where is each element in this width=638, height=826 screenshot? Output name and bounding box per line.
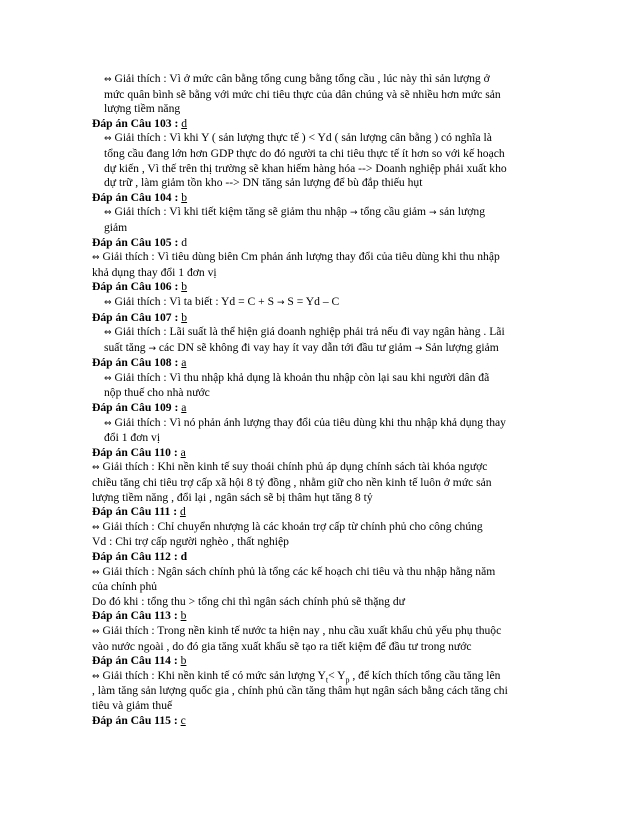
explanation-line bbox=[92, 250, 552, 266]
answer-heading bbox=[92, 191, 552, 206]
explanation-text: tổng cầu giảm bbox=[357, 205, 429, 219]
answer-separator: : bbox=[171, 116, 182, 130]
explanation-text: tiêu và giảm thuế bbox=[92, 698, 173, 712]
explanation-text: Giải thích : Vì tiêu dùng biên Cm phản ánh lượng thay đổi của tiêu dùng khi thu nhập bbox=[102, 250, 500, 264]
explanation-line bbox=[92, 520, 552, 536]
explanation-line bbox=[92, 699, 552, 714]
explanation-line bbox=[92, 416, 552, 432]
explanation-line bbox=[92, 205, 552, 221]
explanation-text: chiều tăng chi tiêu trợ cấp xã hội 8 tỷ đồng , nhằm giữ cho nền kinh tế luôn ở mức sản bbox=[92, 476, 492, 490]
answer-value: a bbox=[181, 356, 187, 370]
explanation-line bbox=[92, 88, 552, 103]
explanation-line bbox=[92, 491, 552, 506]
answer-heading bbox=[92, 714, 552, 729]
equivalence-arrow-icon: ⇔ bbox=[104, 297, 112, 308]
answer-label: Đáp án Câu 115 bbox=[92, 713, 171, 727]
equivalence-arrow-icon: ⇔ bbox=[92, 626, 100, 637]
explanation-text: khả dụng thay đổi 1 đơn vị bbox=[92, 265, 217, 279]
explanation-text: Giải thích : Ngân sách chính phủ là tổng các kế hoạch chi tiêu và thu nhập hằng năm bbox=[102, 564, 496, 578]
explanation-line bbox=[92, 295, 552, 311]
explanation-text: đổi 1 đơn vị bbox=[104, 431, 161, 445]
answer-separator: : bbox=[170, 713, 181, 727]
answer-value: a bbox=[181, 401, 187, 415]
explanation-text: Giải thích : Vì khi Y ( sản lượng thực tế ) < Yd ( sản lượng cân bằng ) có nghĩa là bbox=[114, 131, 492, 145]
answer-heading bbox=[92, 311, 552, 326]
explanation-line bbox=[92, 640, 552, 655]
answer-label: Đáp án Câu 103 bbox=[92, 116, 172, 130]
equivalence-arrow-icon: ⇔ bbox=[104, 418, 112, 429]
explanation-text: Sản lượng giảm bbox=[422, 340, 499, 354]
explanation-text: < Y bbox=[328, 668, 346, 682]
answer-separator: : bbox=[170, 445, 181, 459]
equivalence-arrow-icon: ⇔ bbox=[104, 75, 112, 85]
equivalence-arrow-icon: ⇔ bbox=[92, 567, 100, 578]
explanation-text: Giải thích : Chỉ chuyển nhượng là các khoản trợ cấp từ chính phủ cho công chúng bbox=[102, 519, 483, 533]
answer-heading bbox=[92, 117, 552, 132]
explanation-text: giảm bbox=[104, 220, 128, 234]
explanation-text: suất tăng bbox=[104, 340, 149, 354]
answer-label: Đáp án Câu 109 bbox=[92, 401, 172, 415]
right-arrow-icon: → bbox=[428, 208, 437, 219]
answer-heading bbox=[92, 356, 552, 371]
explanation-line bbox=[92, 595, 552, 610]
answer-label: Đáp án Câu 104 bbox=[92, 190, 172, 204]
explanation-text: lượng tiềm năng , đổi lại , ngân sách sẽ bị thâm hụt tăng 8 tỷ bbox=[92, 490, 373, 504]
explanation-text: dự trữ , làm giảm tồn kho --> DN tăng sản lượng để bù đắp thiếu hụt bbox=[104, 176, 423, 190]
equivalence-arrow-icon: ⇔ bbox=[92, 463, 100, 474]
equivalence-arrow-icon: ⇔ bbox=[92, 671, 100, 682]
answer-value: b bbox=[181, 310, 188, 324]
answer-separator: : bbox=[171, 310, 182, 324]
right-arrow-icon: → bbox=[414, 343, 423, 354]
equivalence-arrow-icon: ⇔ bbox=[104, 373, 112, 384]
answer-heading bbox=[92, 236, 552, 251]
explanation-text: dự kiến , Vì thế trên thị trường sẽ khan hiếm hàng hóa --> Doanh nghiệp phải xuất kho bbox=[104, 161, 507, 175]
answer-value: d bbox=[181, 116, 188, 130]
answer-heading bbox=[92, 654, 552, 669]
explanation-text: nộp thuế cho nhà nước bbox=[104, 386, 210, 400]
answer-separator: : bbox=[170, 609, 181, 623]
explanation-line bbox=[92, 221, 552, 236]
explanation-text: sản lượng bbox=[436, 205, 486, 219]
document-content bbox=[92, 72, 552, 728]
answer-heading bbox=[92, 609, 552, 624]
equivalence-arrow-icon: ⇔ bbox=[104, 208, 112, 219]
answer-value: d bbox=[180, 550, 188, 563]
explanation-text: mức quân bình sẽ bằng với mức chi tiêu thực của dân chúng và sẽ nhiều hơn mức sản bbox=[104, 87, 501, 101]
explanation-line bbox=[92, 266, 552, 281]
explanation-text: Giải thích : Vì ở mức cân bằng tổng cung bằng tổng cầu , lúc này thì sản lượng ở bbox=[114, 72, 490, 85]
answer-value: a bbox=[180, 445, 186, 459]
explanation-text: Giải thích : Lãi suất là thể hiện giá doanh nghiệp phải trả nếu đi vay ngân hàng . Lãi bbox=[114, 325, 505, 339]
answer-value: c bbox=[180, 713, 186, 727]
explanation-line bbox=[92, 162, 552, 177]
explanation-text: Giải thích : Vì nó phản ánh lượng thay đổi của tiêu dùng khi thu nhập khả dụng thay bbox=[114, 415, 506, 429]
explanation-line bbox=[92, 624, 552, 640]
explanation-line bbox=[92, 580, 552, 595]
right-arrow-icon: → bbox=[276, 297, 285, 308]
answer-value: b bbox=[181, 190, 188, 204]
equivalence-arrow-icon: ⇔ bbox=[92, 522, 100, 533]
explanation-text: Vd : Chi trợ cấp người nghèo , thất nghiệp bbox=[92, 535, 289, 549]
right-arrow-icon: → bbox=[349, 208, 358, 219]
explanation-text: Giải thích : Vì khi tiết kiệm tăng sẽ giảm thu nhập bbox=[114, 205, 350, 219]
answer-value: b bbox=[180, 654, 187, 668]
equivalence-arrow-icon: ⇔ bbox=[104, 328, 112, 339]
explanation-line bbox=[92, 684, 552, 699]
answer-value: d bbox=[181, 235, 188, 249]
answer-heading bbox=[92, 280, 552, 295]
explanation-text: của chính phủ bbox=[92, 580, 158, 594]
answer-separator: : bbox=[170, 505, 180, 519]
answer-label: Đáp án Câu 113 bbox=[92, 609, 171, 623]
equivalence-arrow-icon: ⇔ bbox=[92, 253, 100, 264]
explanation-line bbox=[92, 386, 552, 401]
answer-label: Đáp án Câu 108 bbox=[92, 356, 172, 370]
explanation-line bbox=[92, 565, 552, 581]
subscript-t: t bbox=[325, 675, 329, 685]
answer-heading bbox=[92, 401, 552, 416]
answer-label: Đáp án Câu 110 bbox=[92, 445, 171, 459]
explanation-text: Giải thích : Trong nền kinh tế nước ta hiện nay , nhu cầu xuất khẩu chủ yếu phụ thuộc bbox=[102, 623, 502, 637]
explanation-text: Giải thích : Khi nền kinh tế suy thoái chính phủ áp dụng chính sách tài khóa ngược bbox=[102, 460, 488, 474]
explanation-text: Do đó khi : tổng thu > tổng chi thì ngân sách chính phủ sẽ thặng dư bbox=[92, 594, 405, 608]
answer-label: Đáp án Câu 107 bbox=[92, 310, 172, 324]
explanation-text: Giải thích : Khi nền kinh tế có mức sản lượng Y bbox=[102, 668, 326, 682]
answer-label: Đáp án Câu 112 bbox=[92, 550, 171, 563]
explanation-text: , để kích thích tổng cầu tăng lên bbox=[349, 668, 501, 682]
explanation-line bbox=[92, 431, 552, 446]
explanation-line bbox=[92, 341, 552, 357]
answer-label: Đáp án Câu 106 bbox=[92, 280, 172, 294]
explanation-text: các DN sẽ không đi vay hay ít vay dẫn tới đầu tư giảm bbox=[155, 340, 415, 354]
answer-label: Đáp án Câu 105 bbox=[92, 235, 172, 249]
answer-separator: : bbox=[171, 235, 182, 249]
explanation-text: lượng tiềm năng bbox=[104, 102, 181, 116]
explanation-line bbox=[92, 147, 552, 162]
explanation-text: , làm tăng sản lượng quốc gia , chính phủ cần tăng thâm hụt ngân sách bằng cách tăng chi bbox=[92, 684, 508, 698]
explanation-line bbox=[92, 325, 552, 341]
explanation-text: vào nước ngoài , do đó gia tăng xuất khẩu sẽ tạo ra tiết kiệm để đầu tư trong nước bbox=[92, 639, 472, 653]
answer-separator: : bbox=[170, 654, 181, 668]
answer-separator: : bbox=[171, 401, 182, 415]
answer-value: b bbox=[180, 609, 187, 623]
explanation-text: Giải thích : Vì thu nhập khả dụng là khoản thu nhập còn lại sau khi người dân đã bbox=[114, 370, 490, 384]
explanation-line bbox=[92, 176, 552, 191]
equivalence-arrow-icon: ⇔ bbox=[104, 134, 112, 145]
explanation-text: Giải thích : Vì ta biết : Yd = C + S bbox=[114, 294, 277, 308]
answer-value: b bbox=[181, 280, 188, 294]
answer-heading bbox=[92, 550, 552, 565]
explanation-line bbox=[92, 535, 552, 550]
explanation-text: tổng cầu đang lớn hơn GDP thực do đó người ta chi tiêu thực tế ít hơn so với kế hoạch bbox=[104, 146, 505, 160]
answer-separator: : bbox=[171, 356, 182, 370]
answer-value: d bbox=[179, 505, 186, 519]
answer-heading bbox=[92, 446, 552, 461]
answer-label: Đáp án Câu 111 bbox=[92, 505, 171, 519]
explanation-line bbox=[92, 371, 552, 387]
explanation-text: S = Yd – C bbox=[284, 294, 340, 308]
right-arrow-icon: → bbox=[148, 343, 156, 354]
answer-separator: : bbox=[170, 550, 181, 563]
explanation-line bbox=[92, 476, 552, 491]
explanation-line bbox=[92, 460, 552, 476]
explanation-line bbox=[92, 131, 552, 147]
explanation-line bbox=[92, 669, 552, 685]
answer-heading bbox=[92, 505, 552, 520]
explanation-line bbox=[92, 72, 552, 88]
explanation-line bbox=[92, 102, 552, 117]
answer-separator: : bbox=[171, 280, 182, 294]
subscript-p: p bbox=[345, 675, 350, 685]
answer-separator: : bbox=[171, 190, 182, 204]
answer-label: Đáp án Câu 114 bbox=[92, 654, 171, 668]
